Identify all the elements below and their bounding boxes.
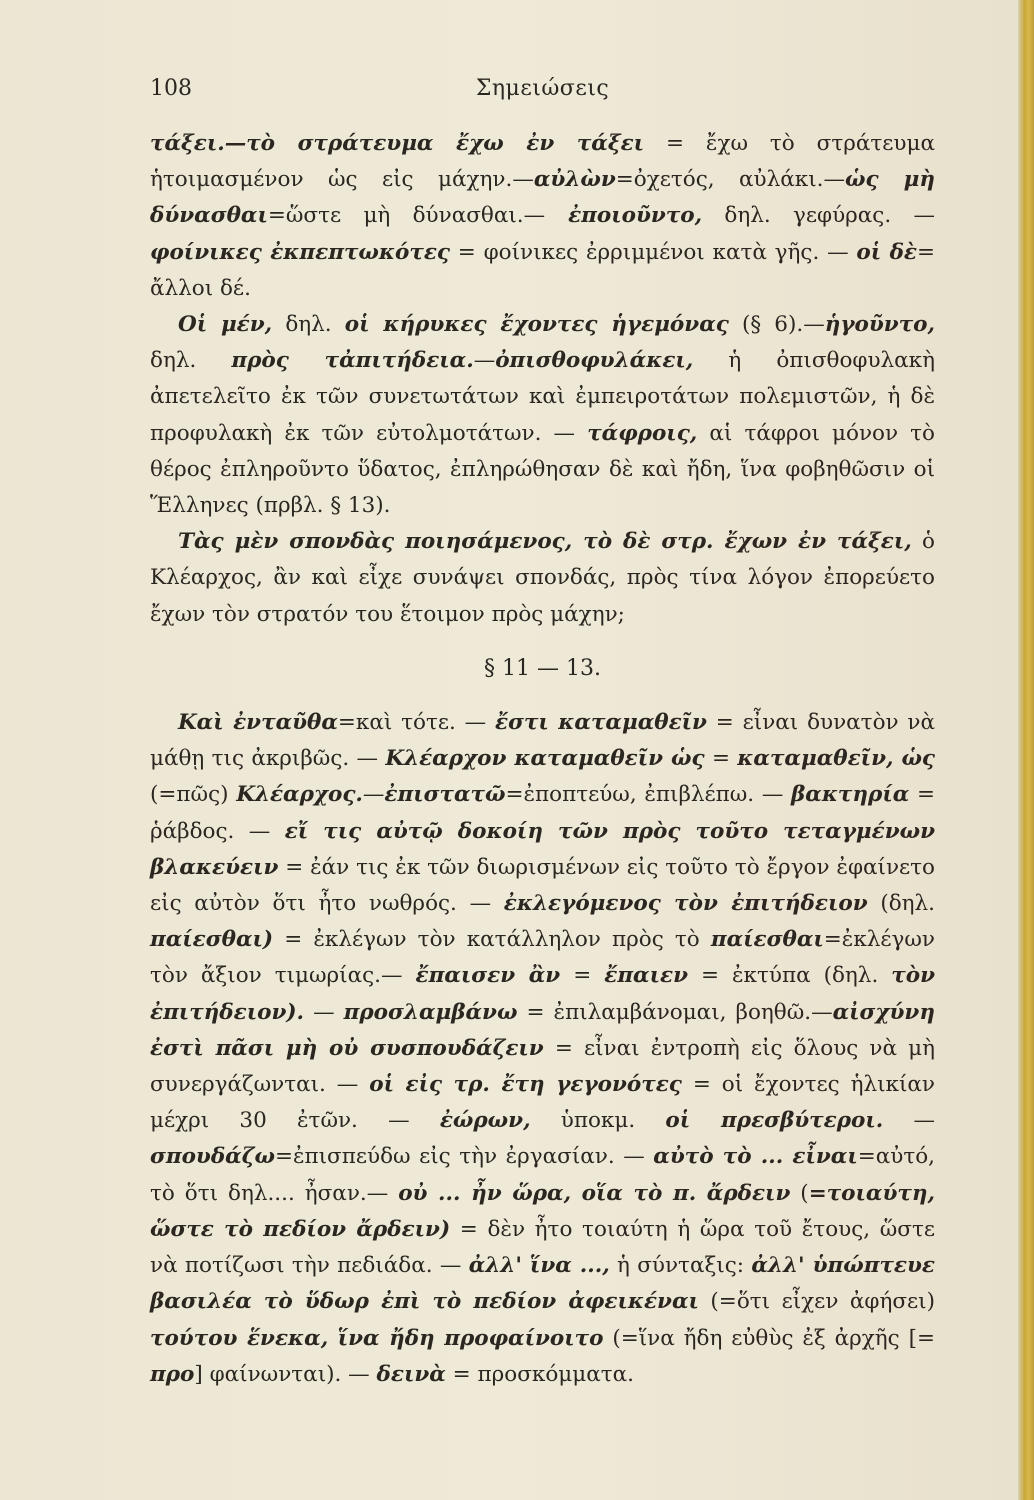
lemma-term: ἔπαιεν [604,963,688,989]
lemma-term: φοίνικες ἐκπεπτωκότες [150,239,450,265]
gloss-text: =ἐπισπεύδω εἰς τὴν ἐργασίαν. — [274,1144,654,1170]
paragraph [150,126,935,307]
gloss-text: = ἄλλοι δέ. [150,239,936,301]
gloss-text: = ἐκτύπα (δηλ. [688,963,892,989]
gloss-text: — [362,782,385,808]
lemma-term: Τὰς μὲν σπονδὰς ποιησάμενος, τὸ δὲ στρ. ἔχων ἐν τάξει, [178,529,912,555]
lemma-term: οἱ δὲ [856,239,917,265]
lemma-term: οἱ πρεσβύτεροι. [665,1108,884,1134]
lemma-term: ἡγοῦντο, [824,312,935,338]
lemma-term: ἔστι καταμαθεῖν [495,710,707,736]
gloss-text: = ἔχω τὸ στράτευμα ἡτοιμασμένον ὡς εἰς μάχην.— [150,131,935,193]
body-text [150,126,935,1393]
gloss-text: = [560,963,605,989]
paragraph [150,705,935,1393]
lemma-term: οἱ κήρυκες ἔχοντες ἡγεμόνας [344,312,729,338]
lemma-term: ἐώρων, [439,1108,531,1134]
lemma-term: τάφροις, [587,420,698,446]
gloss-text: δηλ. [272,312,345,338]
lemma-term: πρὸς τἀπιτήδεια. [231,348,474,374]
lemma-term: οὐ ... ἦν ὥρα, οἵα τὸ π. ἄρδειν [398,1180,791,1206]
gloss-text: =ὥστε μὴ δύνασθαι.— [267,203,546,229]
gloss-text: — [473,348,496,374]
gloss-text: ( [790,1180,809,1206]
page-edge [1018,0,1034,1500]
running-title: Σημειώσεις [475,76,610,101]
gloss-text: ἡ ὀπισθοφυλακὴ ἀπετελεῖτο ἐκ τῶν συνετωτάτων καὶ ἐμπειροτάτων πολεμιστῶν, ἡ δὲ προφυλακὴ ἐκ τῶν εὐτολμοτάτων. — [150,348,936,446]
gloss-text: δηλ. [150,348,232,374]
lemma-term: αὐτὸ τὸ ... εἶναι [653,1144,858,1170]
page-number: 108 [150,76,192,101]
gloss-text: =ἐποπτεύω, ἐπιβλέπω. — [505,782,791,808]
lemma-term: ἐκλεγόμενος τὸν ἐπιτήδειον [503,891,868,917]
gloss-text: =ὀχετός, αὐλάκι.— [615,167,845,193]
paragraph [150,524,935,633]
lemma-term: προσλαμβάνω [343,999,518,1025]
gloss-text: = ῥάβδος. — [150,782,935,844]
paragraph [150,307,935,524]
lemma-term: ἐπιστατῶ [384,782,506,808]
gloss-text: ὁ Κλέαρχος, ἂν καὶ εἶχε συνάψει σπονδάς, πρὸς τίνα λόγον ἐπορεύετο ἔχων τὸν στρατόν του ἕτοιμον πρὸς μάχην; [150,529,936,627]
lemma-term: ἀλλ' ὑπώπτευε βασιλέα τὸ ὕδωρ ἐπὶ τὸ πεδίον ἀφεικέναι [150,1253,935,1315]
lemma-term: προ [150,1361,195,1387]
lemma-term: παίεσθαι) [150,927,274,953]
gloss-text: αἱ τάφροι μόνον τὸ θέρος ἐπληροῦντο ὕδατος, ἐπληρώθησαν δὲ καὶ ἤδη, ἵνα φοβηθῶσιν οἱ Ἕλληνες (πρβλ. § 13). [150,420,936,519]
lemma-term: Καὶ ἐνταῦθα [178,710,338,736]
lemma-term: ἐποιοῦντο, [545,203,703,229]
gloss-text: = εἶναι ἐντροπὴ εἰς ὅλους νὰ μὴ συνεργάζωνται. — [150,1035,936,1098]
lemma-term: τὸν ἐπιτήδειον). [150,963,936,1025]
lemma-term: εἴ τις αὐτῷ δοκοίη τῶν πρὸς τοῦτο τεταγμένων βλακεύειν [150,818,935,880]
lemma-term: ὡς μὴ δύνασθαι [150,167,936,229]
page-header [150,76,935,110]
lemma-term: =τοιαύτη, ὥστε τὸ πεδίον ἄρδειν) [150,1180,935,1242]
gloss-text: = δὲν ἦτο τοιαύτη ἡ ὥρα τοῦ ἔτους, ὥστε νὰ ποτίζωσι τὴν πεδιάδα. — [150,1216,935,1279]
section-heading: § 11 — 13. [484,655,601,681]
lemma-term: οἱ εἰς τρ. ἔτη γεγονότες [369,1072,682,1098]
gloss-text: = οἱ ἔχοντες ἡλικίαν μέχρι 30 ἐτῶν. — [150,1072,935,1134]
gloss-text: = εἶναι δυνατὸν νὰ μάθῃ τις ἀκριβῶς. — [150,710,935,772]
gloss-text: =ἐκλέγων τὸν ἄξιον τιμωρίας.— [150,927,935,989]
lemma-term: τάξει.—τὸ στράτευμα ἔχω ἐν τάξει [150,131,645,156]
lemma-term: Κλέαρχον καταμαθεῖν ὡς [385,746,705,772]
lemma-term: Κλέαρχος. [236,782,363,808]
gloss-text: = ἐπιλαμβάνομαι, βοηθῶ.— [517,999,833,1025]
gloss-text: — [883,1108,935,1134]
gloss-text: ] φαίνωνται). — [194,1361,377,1387]
lemma-term: αἰσχύνη ἐστὶ πᾶσι μὴ οὐ συσπουδάζειν [150,999,935,1061]
lemma-term: αὐλὼν [533,167,616,193]
gloss-text: = φοίνικες ἐρριμμένοι κατὰ γῆς. — [450,239,857,265]
lemma-term: καταμαθεῖν, ὡς [737,746,936,772]
lemma-term: σπουδάζω [150,1144,275,1170]
gloss-text: ὑποκμ. [530,1108,666,1134]
lemma-term: δεινὰ [376,1361,446,1387]
gloss-text: ἡ σύνταξις: [609,1253,752,1279]
gloss-text: = προσκόμματα. [445,1361,634,1387]
gloss-text: (=πῶς) [150,782,237,808]
gloss-text: (=ἵνα ἤδη εὐθὺς ἐξ ἀρχῆς [= [603,1325,935,1351]
gloss-text: =καὶ τότε. — [337,710,496,736]
lemma-term: Οἱ μέν, [178,312,273,338]
lemma-term: τούτου ἕνεκα, ἵνα ἤδη προφαίνοιτο [150,1325,604,1351]
lemma-term: ἀλλ' ἵνα ..., [468,1253,610,1279]
gloss-text: (=ὅτι εἶχεν ἀφήσει) [698,1289,935,1315]
lemma-term: παίεσθαι [710,927,824,953]
gloss-text: = [704,746,738,772]
gloss-text: (§ 6).— [728,312,825,338]
gloss-text: =αὐτό, τὸ ὅτι δηλ.... ἦσαν.— [150,1144,936,1206]
lemma-term: ὀπισθοφυλάκει, [495,348,694,374]
lemma-term: βακτηρία [791,782,910,808]
gloss-text: = ἐκλέγων τὸν κατάλληλον πρὸς τὸ [273,927,711,953]
gloss-text: (δηλ. [867,891,935,917]
gloss-text: — [304,999,344,1025]
lemma-term: ἔπαισεν ἂν [415,963,561,989]
gloss-text: δηλ. γεφύρας. — [702,203,935,229]
gloss-text: = ἐάν τις ἐκ τῶν διωρισμένων εἰς τοῦτο τὸ ἔργον ἐφαίνετο εἰς αὐτὸν ὅτι ἦτο νωθρός. — [150,854,935,917]
